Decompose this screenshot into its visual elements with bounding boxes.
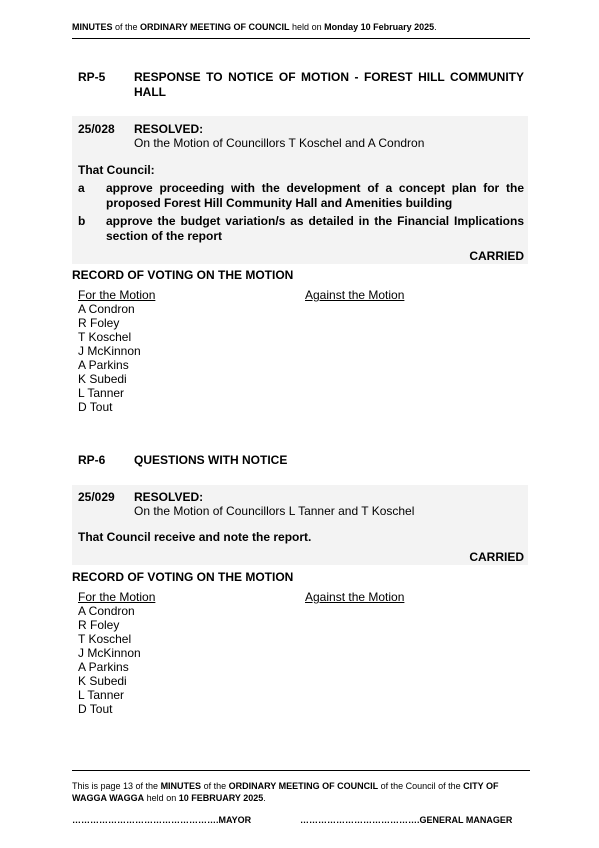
rp6-code: RP-6 (78, 453, 106, 467)
rp6-resolved-label: RESOLVED: (134, 490, 204, 504)
list-item: K Subedi (78, 372, 127, 386)
list-item: A Parkins (78, 660, 129, 674)
list-item: L Tanner (78, 688, 125, 702)
list-item: J McKinnon (78, 646, 141, 660)
mayor-signature-line: ………………………………………….MAYOR (72, 815, 252, 825)
rp5-record-title: RECORD OF VOTING ON THE MOTION (72, 268, 294, 282)
rp5-item-a-text: approve proceeding with the development of a concept plan for the proposed Forest Hill Community Hall and Amenities building (106, 181, 524, 210)
footer-text-5: . (263, 793, 266, 803)
header-divider (72, 38, 530, 39)
list-item: R Foley (78, 618, 120, 632)
rp5-against-heading: Against the Motion (305, 288, 405, 302)
list-item: D Tout (78, 400, 113, 414)
footer-meeting: ORDINARY MEETING OF COUNCIL (228, 781, 379, 791)
rp5-item-b-text: approve the budget variation/s as detailed in the Financial Implications section of the report (106, 214, 524, 243)
footer-council: CITY OF WAGGA WAGGA (72, 781, 499, 803)
rp5-carried: CARRIED (469, 249, 524, 263)
rp5-for-heading: For the Motion (78, 288, 156, 302)
list-item: D Tout (78, 702, 113, 716)
rp6-title: QUESTIONS WITH NOTICE (134, 453, 288, 467)
header-text-2: held on (289, 22, 325, 32)
header-minutes: MINUTES (72, 22, 113, 32)
footer-text-4: held on (144, 793, 179, 803)
rp6-against-heading: Against the Motion (305, 590, 405, 604)
rp6-for-list (78, 604, 141, 716)
list-item: A Condron (78, 604, 135, 618)
list-item: R Foley (78, 316, 120, 330)
header-text-3: . (434, 22, 437, 32)
header-text-1: of the (112, 22, 141, 32)
header-date: Monday 10 February 2025 (324, 22, 435, 32)
rp5-for-list (78, 302, 141, 414)
list-item: T Koschel (78, 330, 132, 344)
page-header (72, 22, 437, 32)
rp5-title: RESPONSE TO NOTICE OF MOTION - FOREST HILL COMMUNITY HALL (134, 70, 524, 99)
page-footer (72, 780, 530, 804)
footer-minutes: MINUTES (160, 781, 202, 791)
list-item: K Subedi (78, 674, 127, 688)
footer-text-3: of the Council of the (378, 781, 464, 791)
footer-text-1: This is page 13 of the (72, 781, 161, 791)
list-item: J McKinnon (78, 344, 141, 358)
rp5-that-council: That Council: (78, 163, 155, 177)
general-manager-signature-line: ………………………………….GENERAL MANAGER (300, 815, 513, 825)
rp6-resolution-number: 25/029 (78, 490, 115, 504)
rp6-that-council: That Council receive and note the report. (78, 530, 312, 544)
rp5-item-b-letter: b (78, 214, 86, 228)
footer-divider (72, 770, 530, 771)
rp6-carried: CARRIED (469, 550, 524, 564)
header-meeting: ORDINARY MEETING OF COUNCIL (140, 22, 290, 32)
rp5-code: RP-5 (78, 70, 106, 84)
rp5-mover: On the Motion of Councillors T Koschel and A Condron (134, 136, 425, 150)
list-item: A Parkins (78, 358, 129, 372)
rp6-record-title: RECORD OF VOTING ON THE MOTION (72, 570, 294, 584)
footer-date: 10 FEBRUARY 2025 (178, 793, 264, 803)
list-item: L Tanner (78, 386, 125, 400)
rp6-mover: On the Motion of Councillors L Tanner and T Koschel (134, 504, 415, 518)
rp5-item-a-letter: a (78, 181, 85, 195)
footer-text-2: of the (201, 781, 229, 791)
rp5-resolution-number: 25/028 (78, 122, 115, 136)
rp5-resolved-label: RESOLVED: (134, 122, 204, 136)
list-item: T Koschel (78, 632, 132, 646)
list-item: A Condron (78, 302, 135, 316)
rp6-for-heading: For the Motion (78, 590, 156, 604)
